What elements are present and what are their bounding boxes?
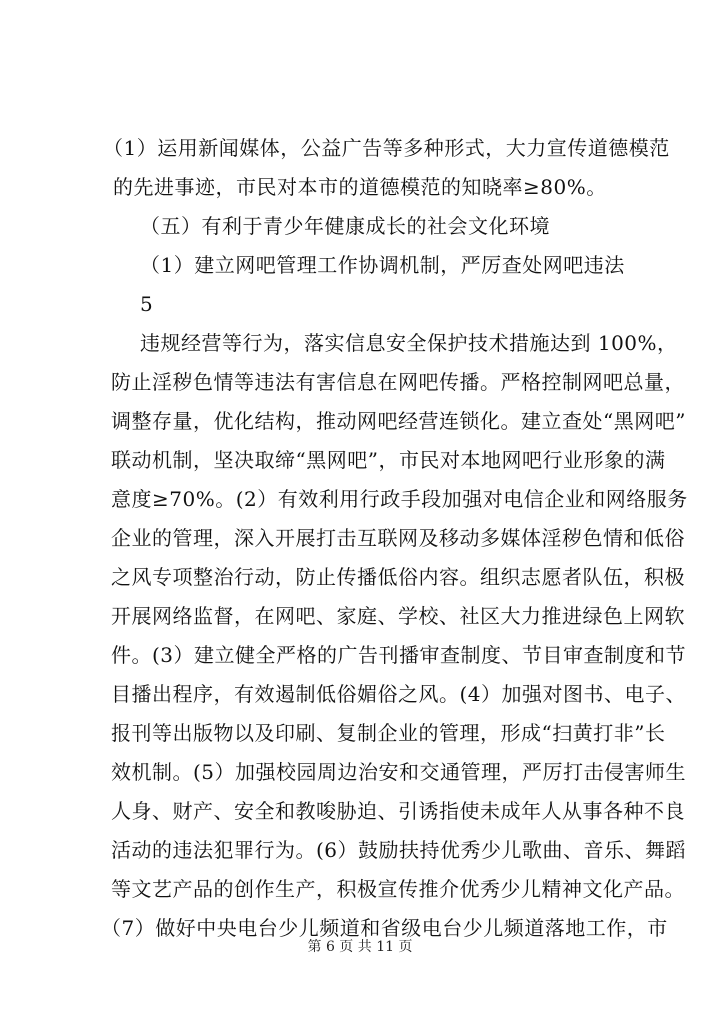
body-line: 联动机制，坚决取缔“黑网吧”，市民对本地网吧行业形象的满 bbox=[111, 448, 666, 472]
body-line: 开展网络监督，在网吧、家庭、学校、社区大力推进绿色上网软 bbox=[111, 604, 685, 628]
body-line: 人身、财产、安全和教唆胁迫、引诱指使未成年人从事各种不良 bbox=[111, 799, 685, 823]
section-heading: （五）有利于青少年健康成长的社会文化环境 bbox=[140, 214, 550, 238]
body-line: 件。(3）建立健全严格的广告刊播审查制度、节目审查制度和节 bbox=[111, 643, 687, 667]
body-line: （7）做好中央电台少儿频道和省级电台少儿频道落地工作，市 bbox=[101, 916, 668, 940]
page-footer: 第 6 页 共 11 页 bbox=[307, 939, 413, 955]
body-line: 防止淫秽色情等违法有害信息在网吧传播。严格控制网吧总量， bbox=[111, 370, 685, 394]
body-line: 等文艺产品的创作生产，积极宣传推介优秀少儿精神文化产品。 bbox=[111, 877, 685, 901]
body-line: （1）运用新闻媒体，公益广告等多种形式，大力宣传道德模范 bbox=[103, 136, 670, 160]
body-line: 效机制。(5）加强校园周边治安和交通管理，严厉打击侵害师生 bbox=[111, 760, 687, 784]
page-number-inline: 5 bbox=[140, 292, 154, 316]
body-line: 企业的管理，深入开展打击互联网及移动多媒体淫秽色情和低俗 bbox=[111, 526, 685, 550]
body-line: 之风专项整治行动，防止传播低俗内容。组织志愿者队伍，积极 bbox=[111, 565, 685, 589]
body-line: 的先进事迹，市民对本市的道德模范的知晓率≥80%。 bbox=[113, 175, 607, 199]
body-line: 报刊等出版物以及印刷、复制企业的管理，形成“扫黄打非”长 bbox=[111, 721, 666, 745]
body-line: 意度≥70%。(2）有效利用行政手段加强对电信企业和网络服务 bbox=[111, 487, 688, 511]
body-line: 目播出程序，有效遏制低俗媚俗之风。(4）加强对图书、电子、 bbox=[111, 682, 687, 706]
body-line: 活动的违法犯罪行为。(6）鼓励扶持优秀少儿歌曲、音乐、舞蹈 bbox=[111, 838, 687, 862]
body-line: （1）建立网吧管理工作协调机制，严厉查处网吧违法 bbox=[140, 253, 625, 277]
body-line: 调整存量，优化结构，推动网吧经营连锁化。建立查处“黑网吧” bbox=[111, 409, 686, 433]
body-line: 违规经营等行为，落实信息安全保护技术措施达到 100%， bbox=[140, 331, 678, 355]
